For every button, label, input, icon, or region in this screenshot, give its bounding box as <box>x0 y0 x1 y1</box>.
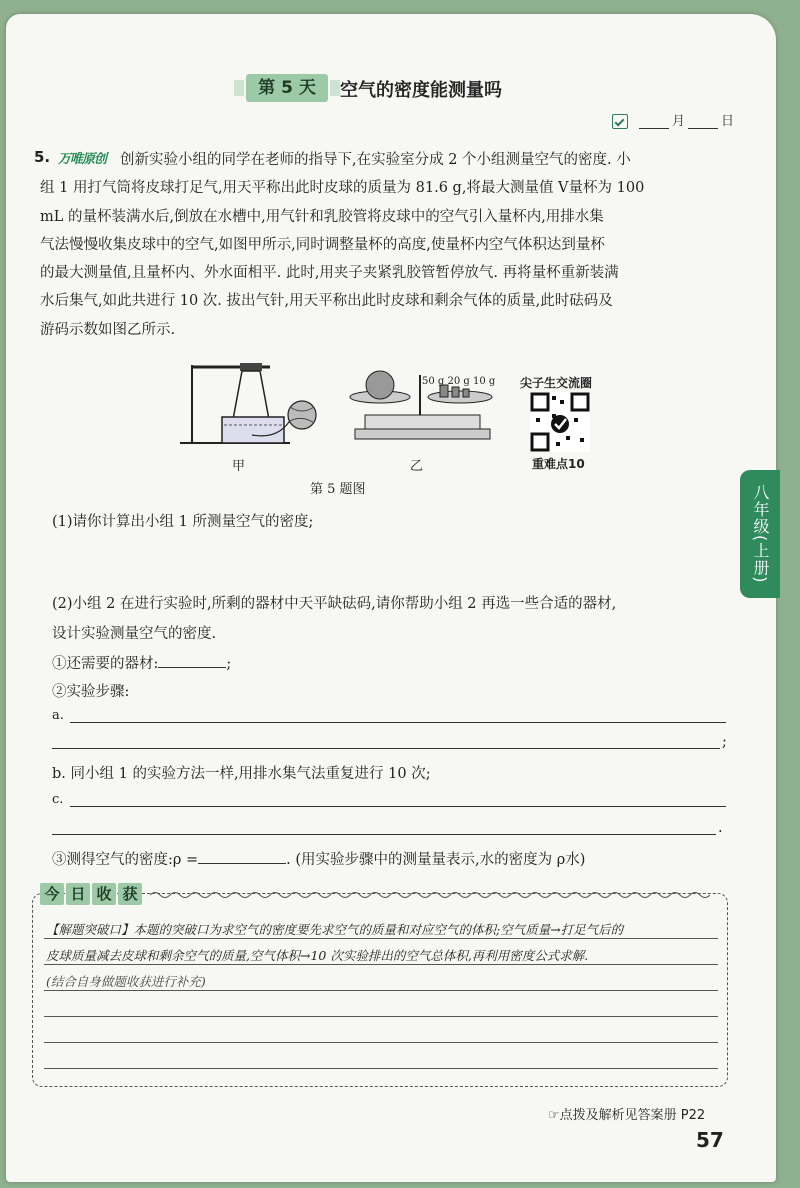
label-jia: 甲 <box>232 459 246 474</box>
calendar-check-icon <box>612 114 628 129</box>
page-title: 空气的密度能测量吗 <box>340 80 502 101</box>
equipment-label: ①还需要的器材: <box>52 656 159 672</box>
qr-title: 尖子生交流圈 <box>520 376 593 390</box>
part1-text: (1)请你计算出小组 1 所测量空气的密度; <box>52 514 314 530</box>
harvest-line-2: 皮球质量减去皮球和剩余空气的质量,空气体积→10 次实验排出的空气总体积,再利用密度公式求解. <box>46 948 589 963</box>
step-c-label: c. <box>52 792 64 807</box>
question-line: 的最大测量值,且量杯内、外水面相平. 此时,用夹子夹紧乳胶管暂停放气. 再将量杯重新装满 <box>40 265 619 282</box>
question-line: 气法慢慢收集皮球中的空气,如图甲所示,同时调整量杯的高度,使量杯内空气体积达到量杯 <box>40 236 605 253</box>
question-text <box>40 146 730 344</box>
answer-reference: ☞点拨及解析见答案册 P22 <box>548 1108 706 1123</box>
question-line: 创新实验小组的同学在老师的指导下,在实验室分成 2 个小组测量空气的密度. 小 <box>120 152 631 168</box>
brand-logo: 万唯原创 <box>58 152 107 167</box>
equipment-end: ; <box>226 656 232 672</box>
harvest-title <box>40 883 142 905</box>
question-number: 5. <box>34 148 51 166</box>
qr-code-icon[interactable] <box>530 392 590 452</box>
harvest-title-char: 收 <box>92 883 116 905</box>
harvest-title-char: 获 <box>118 883 142 905</box>
step-c-blank-1[interactable] <box>70 806 726 807</box>
harvest-title-char: 今 <box>40 883 64 905</box>
harvest-rule <box>44 964 718 965</box>
day-label: 日 <box>721 114 735 129</box>
question-line: mL 的量杯装满水后,倒放在水槽中,用气针和乳胶管将皮球中的空气引入量杯内,用排水集 <box>40 208 604 225</box>
steps-label: ②实验步骤: <box>52 684 130 700</box>
question-line: 水后集气,如此共进行 10 次. 拔出气针,用天平称出此时皮球和剩余气体的质量,此时砝码及 <box>40 293 613 310</box>
date-row <box>612 110 734 129</box>
harvest-rule[interactable] <box>44 990 718 991</box>
weights-text: 50 g 20 g 10 g <box>422 376 496 387</box>
density-blank[interactable] <box>198 851 286 864</box>
wave-divider <box>150 890 710 900</box>
equipment-prompt <box>52 652 231 673</box>
harvest-rule[interactable] <box>44 1068 718 1069</box>
label-yi: 乙 <box>410 459 424 474</box>
question-line: 游码示数如图乙所示. <box>40 321 176 338</box>
harvest-title-char: 日 <box>66 883 90 905</box>
experiment-figure <box>170 345 500 455</box>
figure-caption: 第 5 题图 <box>310 482 366 497</box>
question-line: 组 1 用打气筒将皮球打足气,用天平称出此时皮球的质量为 81.6 g,将最大测量值 V量杯为 100 <box>40 180 645 197</box>
step-a-blank-2[interactable] <box>52 748 720 749</box>
month-label: 月 <box>672 114 686 129</box>
step-c-blank-2[interactable] <box>52 834 716 835</box>
part2-line1: (2)小组 2 在进行实验时,所剩的器材中天平缺砝码,请你帮助小组 2 再选一些合适的器材, <box>52 596 617 612</box>
qr-subtitle: 重难点10 <box>532 457 585 471</box>
equipment-blank[interactable] <box>158 655 226 668</box>
grade-side-tab: 八年级(上册) <box>740 470 780 598</box>
apparatus-jia <box>180 363 316 443</box>
day-blank[interactable] <box>688 114 718 129</box>
density-prompt <box>52 848 585 869</box>
step-c-end: . <box>718 820 723 836</box>
harvest-rule[interactable] <box>44 1042 718 1043</box>
harvest-rule[interactable] <box>44 1016 718 1017</box>
part2-line2: 设计实验测量空气的密度. <box>52 626 217 642</box>
step-a-label: a. <box>52 708 64 723</box>
density-label: ③测得空气的密度:ρ = <box>52 852 199 868</box>
harvest-line-3: (结合自身做题收获进行补充) <box>46 974 206 989</box>
density-tail: . (用实验步骤中的测量量表示,水的密度为 ρ水) <box>286 852 586 868</box>
day-badge: 第 5 天 <box>246 74 328 102</box>
step-a-blank-1[interactable] <box>70 722 726 723</box>
step-b-text: b. 同小组 1 的实验方法一样,用排水集气法重复进行 10 次; <box>52 766 431 782</box>
harvest-line-1: 【解题突破口】本题的突破口为求空气的密度要先求空气的质量和对应空气的体积;空气质量→打足气后的 <box>46 922 624 937</box>
month-blank[interactable] <box>639 114 669 129</box>
harvest-rule <box>44 938 718 939</box>
step-a-end: ; <box>722 734 727 750</box>
page-number: 57 <box>696 1128 724 1152</box>
